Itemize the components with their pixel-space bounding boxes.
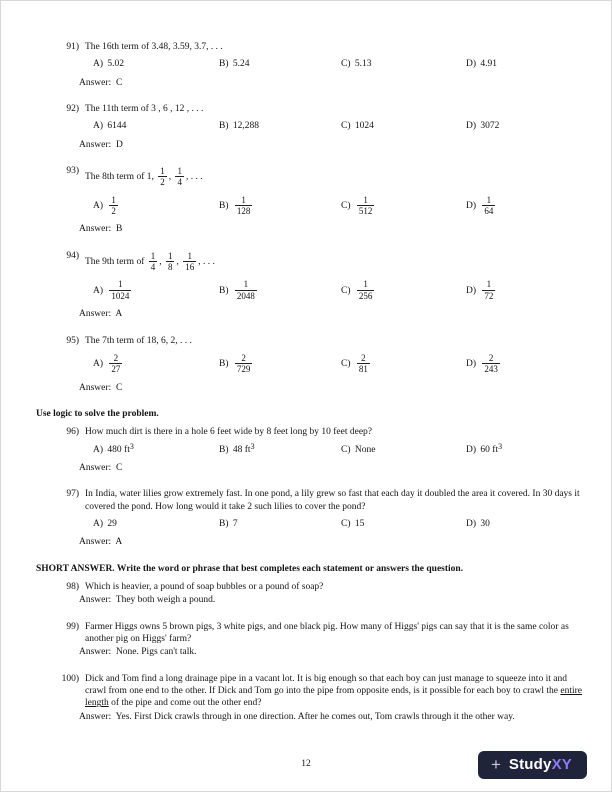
text-run: The 7th term of 18, 6, 2, . . .: [85, 335, 192, 346]
question-number: 94): [66, 250, 79, 261]
question-number: 100): [61, 673, 79, 684]
choice-label: C): [341, 200, 351, 211]
fraction-numerator: 1: [357, 195, 375, 206]
fraction: [482, 353, 500, 375]
answer-choice: [466, 518, 583, 530]
question-stem: [85, 426, 583, 438]
question-body: [79, 426, 583, 474]
choice-label: A): [93, 285, 104, 296]
answer-choice: [93, 194, 219, 218]
answer-choice: [93, 441, 219, 456]
question-stem: [85, 103, 583, 115]
answer-choices: [85, 441, 583, 456]
answer-line: Answer: D: [79, 139, 123, 150]
text-run: 29: [107, 518, 117, 529]
answer-choice: [466, 278, 583, 302]
question-stem: [85, 335, 583, 347]
fraction-numerator: 2: [235, 353, 253, 364]
text-run: 60 ft: [480, 444, 499, 455]
answer-choices: [85, 278, 583, 302]
fraction-denominator: 2: [160, 177, 165, 188]
choice-label: C): [341, 518, 351, 529]
question-body: [79, 335, 583, 394]
answer-choice: [341, 58, 466, 70]
question-number: 99): [66, 621, 79, 632]
question-stem: [85, 621, 583, 646]
answer-line: Answer: C: [79, 382, 123, 393]
choice-label: C): [341, 444, 351, 455]
text-run: The 11th term of 3 , 6 , 12 , . . .: [85, 104, 204, 115]
text-run: 3: [129, 441, 134, 451]
answer-line: Answer: C: [79, 77, 123, 88]
question: [36, 335, 583, 394]
question-body: [79, 488, 583, 548]
choice-label: B): [219, 444, 229, 455]
answer-line: Answer: C: [79, 462, 123, 473]
fraction-numerator: 2: [109, 353, 122, 364]
answer-choice: [93, 278, 219, 302]
fraction: [235, 279, 257, 301]
brand-study: Study: [508, 756, 552, 773]
question-body: [79, 673, 583, 723]
text-run: 12,288: [232, 121, 259, 132]
answer-choice: [341, 120, 466, 132]
text-run: ,: [159, 256, 164, 267]
answer-choice: [93, 120, 219, 132]
answer-choice: [219, 352, 341, 376]
text-run: of the pipe and come out the other end?: [108, 698, 262, 709]
fraction-numerator: 1: [160, 166, 165, 177]
fraction-numerator: 1: [150, 250, 156, 261]
text-run: The 9th term of: [85, 256, 147, 267]
text-run: , . . .: [185, 172, 203, 183]
answer-choice: [219, 278, 341, 302]
text-run: 480 ft: [107, 444, 130, 455]
question-body: [79, 250, 583, 321]
question-body: [79, 41, 583, 89]
question-number: 96): [66, 427, 79, 438]
answer-line: Answer: They both weigh a pound.: [79, 595, 216, 606]
choice-label: B): [219, 358, 229, 369]
choice-label: B): [219, 121, 229, 132]
question-number: 92): [66, 104, 79, 115]
choice-label: D): [466, 285, 477, 296]
questions-area: [36, 41, 583, 737]
fraction: [482, 279, 495, 301]
choice-label: D): [466, 121, 477, 132]
section-header: SHORT ANSWER. Write the word or phrase that best completes each statement or answers the question.: [36, 563, 464, 574]
answer-choice: [93, 352, 219, 376]
choice-label: A): [93, 444, 104, 455]
fraction-denominator: 2: [111, 206, 116, 217]
answer-choice: [341, 194, 466, 218]
text-run: ,: [168, 172, 174, 183]
choice-label: D): [466, 444, 477, 455]
fraction: [109, 195, 118, 217]
text-run: 5.02: [107, 59, 125, 70]
text-run: entire length: [85, 686, 583, 709]
fraction-denominator: 256: [358, 290, 373, 301]
choice-label: C): [341, 358, 351, 369]
fraction-denominator: 81: [358, 364, 368, 375]
fraction: [158, 166, 167, 188]
choice-label: A): [93, 200, 104, 211]
choice-label: B): [219, 518, 229, 529]
fraction-denominator: 2048: [236, 290, 255, 301]
fraction: [357, 353, 370, 375]
text-run: Farmer Higgs owns 5 brown pigs, 3 white pigs, and one black pig. How many of Higgs' pigs can say that it is the same color as another pig on Higgs' farm?: [85, 621, 569, 644]
choice-label: A): [93, 59, 104, 70]
answer-choice: [341, 278, 466, 302]
answer-choice: [341, 518, 466, 530]
fraction: [357, 195, 375, 217]
answer-choice: [341, 444, 466, 456]
text-run: ,: [176, 256, 182, 267]
choice-label: D): [466, 200, 477, 211]
fraction-denominator: 4: [177, 177, 182, 188]
question-number: 91): [66, 42, 79, 52]
fraction-numerator: 1: [177, 166, 182, 177]
answer-choice: [219, 518, 341, 530]
fraction-numerator: 1: [235, 279, 257, 290]
fraction-numerator: 1: [111, 194, 116, 205]
question-stem: [85, 488, 583, 513]
fraction: [482, 195, 495, 217]
question-body: [79, 621, 583, 659]
choice-label: A): [93, 518, 104, 529]
fraction-numerator: 1: [167, 250, 173, 261]
question-stem: [85, 250, 583, 274]
fraction-numerator: 1: [357, 279, 375, 290]
text-run: 4.91: [480, 59, 498, 70]
answer-line: Answer: A: [79, 537, 123, 548]
choice-label: D): [466, 518, 477, 529]
fraction: [183, 251, 196, 273]
fraction-numerator: 1: [183, 251, 196, 262]
answer-choices: [85, 58, 583, 70]
answer-choice: [466, 58, 583, 70]
question: [36, 488, 583, 548]
question: [36, 581, 583, 607]
brand-xy: XY: [551, 756, 572, 773]
fraction-denominator: 128: [236, 206, 251, 217]
brand-text: [509, 757, 572, 772]
fraction: [235, 353, 253, 375]
answer-choice: [219, 58, 341, 70]
answer-choices: [85, 194, 583, 218]
text-run: 7: [232, 518, 238, 529]
question-body: [79, 165, 583, 236]
plus-icon: +: [490, 755, 501, 774]
question-body: [79, 103, 583, 151]
fraction-denominator: 4: [150, 262, 156, 273]
page-number: 12: [301, 759, 311, 769]
choice-label: C): [341, 285, 351, 296]
text-run: How much dirt is there in a hole 6 feet wide by 8 feet long by 10 feet deep?: [85, 427, 373, 438]
fraction-denominator: 27: [111, 364, 121, 375]
question: [36, 250, 583, 321]
choice-label: A): [93, 358, 104, 369]
answer-choice: [219, 441, 341, 456]
answer-line: Answer: B: [79, 224, 123, 235]
text-run: 15: [354, 518, 365, 529]
fraction: [109, 353, 122, 375]
answer-choice: [466, 194, 583, 218]
fraction: [175, 166, 184, 188]
answer-choices: [85, 120, 583, 132]
answer-choice: [219, 120, 341, 132]
question-number: 97): [66, 489, 79, 500]
text-run: None: [354, 444, 376, 455]
choice-label: C): [341, 59, 351, 70]
text-run: 3: [498, 441, 503, 451]
fraction-denominator: 8: [167, 262, 173, 273]
question-number: 93): [66, 166, 79, 177]
text-run: 48 ft: [232, 444, 251, 455]
question: [36, 426, 583, 474]
choice-label: B): [219, 200, 229, 211]
question-number: 95): [66, 335, 79, 346]
answer-choice: [93, 58, 219, 70]
fraction-numerator: 2: [482, 353, 500, 364]
question: [36, 621, 583, 659]
answer-line: Answer: Yes. First Dick crawls through in one direction. After he comes out, Tom crawls through it the other way.: [79, 711, 515, 722]
fraction: [357, 279, 375, 301]
fraction-denominator: 1024: [111, 290, 130, 301]
text-run: 30: [480, 518, 490, 529]
text-run: In India, water lilies grow extremely fast. In one pond, a lily grew so fast that each day it doubled the area it covered. In 30 days it covered the pond. How long would it take 2 such lilies to cover the pond?: [85, 489, 580, 512]
choice-label: D): [466, 358, 477, 369]
text-run: 5.24: [232, 59, 250, 70]
fraction-denominator: 729: [236, 364, 251, 375]
fraction: [109, 279, 131, 301]
question-stem: [85, 41, 583, 53]
text-run: 6144: [107, 121, 127, 132]
section-header: Use logic to solve the problem.: [36, 408, 159, 419]
fraction-numerator: 1: [109, 279, 131, 290]
question: [36, 165, 583, 236]
text-run: Which is heavier, a pound of soap bubbles or a pound of soap?: [85, 581, 324, 592]
studyxy-logo: [478, 751, 587, 779]
answer-line: Answer: A: [79, 309, 123, 320]
text-run: , . . .: [198, 256, 215, 267]
answer-choices: [85, 518, 583, 530]
fraction-numerator: 1: [235, 195, 253, 206]
question: [36, 41, 583, 89]
fraction: [149, 251, 158, 273]
choice-label: C): [341, 121, 351, 132]
fraction-numerator: 2: [357, 353, 370, 364]
question-stem: [85, 581, 583, 593]
question-number: 98): [66, 581, 79, 592]
question: [36, 103, 583, 151]
fraction-denominator: 72: [484, 290, 494, 301]
text-run: Dick and Tom find a long drainage pipe in a vacant lot. It is big enough so that each boy can just manage to squeeze into it and crawl from one end to the other. If Dick and Tom go into the pipe from opposite ends, is it possible for each boy to crawl the: [85, 673, 567, 697]
fraction-denominator: 64: [484, 206, 494, 217]
fraction-denominator: 243: [484, 364, 498, 375]
fraction-numerator: 1: [482, 279, 495, 290]
choice-label: D): [466, 59, 477, 70]
answer-choice: [93, 518, 219, 530]
text-run: The 16th term of 3.48, 3.59, 3.7, . . .: [85, 42, 223, 52]
fraction-numerator: 1: [482, 195, 495, 206]
question-stem: [85, 165, 583, 189]
text-run: 3: [250, 441, 255, 451]
answer-choice: [341, 352, 466, 376]
answer-choice: [466, 441, 583, 456]
fraction-denominator: 512: [358, 206, 373, 217]
answer-choice: [466, 352, 583, 376]
answer-line: Answer: None. Pigs can't talk.: [79, 647, 197, 658]
fraction-denominator: 16: [185, 262, 195, 273]
fraction: [166, 251, 175, 273]
choice-label: B): [219, 285, 229, 296]
question: [36, 673, 583, 723]
text-run: 3072: [480, 121, 500, 132]
text-run: 5.13: [354, 59, 372, 70]
answer-choices: [85, 352, 583, 376]
question-stem: [85, 673, 583, 710]
choice-label: A): [93, 121, 104, 132]
question-body: [79, 581, 583, 607]
answer-choice: [466, 120, 583, 132]
text-run: The 8th term of 1,: [85, 172, 157, 183]
text-run: 1024: [354, 121, 374, 132]
choice-label: B): [219, 59, 229, 70]
fraction: [235, 195, 253, 217]
answer-choice: [219, 194, 341, 218]
